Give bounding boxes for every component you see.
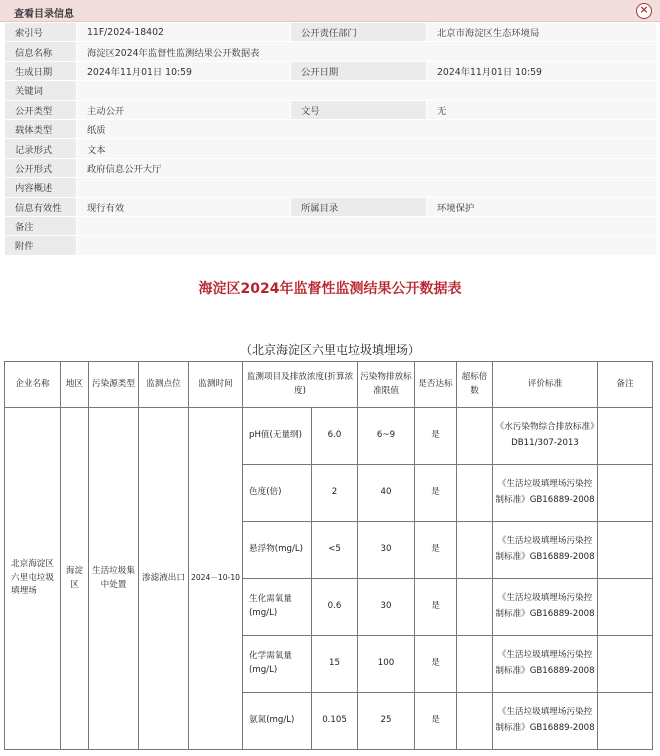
info-row <box>5 139 657 158</box>
monitor-value: <5 <box>312 522 358 579</box>
info-value: 环境保护 <box>427 197 657 216</box>
header-source-type: 污染源类型 <box>89 362 139 408</box>
info-value <box>77 216 657 235</box>
compliant-flag: 是 <box>415 693 457 750</box>
monitoring-time: 2024－10-10 <box>189 408 243 750</box>
header-point: 监测点位 <box>139 362 189 408</box>
info-row <box>5 197 657 216</box>
info-key: 索引号 <box>5 23 77 42</box>
monitor-item: 氨氮(mg/L) <box>243 693 312 750</box>
monitoring-point: 渗滤液出口 <box>139 408 189 750</box>
info-row <box>5 178 657 197</box>
row-note <box>598 693 653 750</box>
row-note <box>598 465 653 522</box>
info-value <box>77 81 657 100</box>
header-time: 监测时间 <box>189 362 243 408</box>
info-key: 附件 <box>5 236 77 255</box>
info-value <box>77 236 657 255</box>
evaluation-standard: 《水污染物综合排放标准》DB11/307-2013 <box>493 408 598 465</box>
limit-value: 25 <box>358 693 415 750</box>
monitor-value: 0.105 <box>312 693 358 750</box>
info-key: 内容概述 <box>5 178 77 197</box>
monitor-value: 6.0 <box>312 408 358 465</box>
info-row <box>5 158 657 177</box>
limit-value: 30 <box>358 522 415 579</box>
info-key: 公开责任部门 <box>291 23 427 42</box>
info-value: 政府信息公开大厅 <box>77 158 657 177</box>
exceed-multiple <box>457 693 493 750</box>
info-value: 主动公开 <box>77 100 291 119</box>
info-row <box>5 216 657 235</box>
header-standard: 评价标准 <box>493 362 598 408</box>
monitor-item: 化学需氧量(mg/L) <box>243 636 312 693</box>
info-value: 海淀区2024年监督性监测结果公开数据表 <box>77 42 657 61</box>
limit-value: 40 <box>358 465 415 522</box>
info-key: 信息有效性 <box>5 197 77 216</box>
row-note <box>598 636 653 693</box>
info-key: 所属目录 <box>291 197 427 216</box>
info-row <box>5 61 657 80</box>
monitor-item: 生化需氧量(mg/L) <box>243 579 312 636</box>
monitor-value: 2 <box>312 465 358 522</box>
compliant-flag: 是 <box>415 465 457 522</box>
info-value: 2024年11月01日 10:59 <box>427 61 657 80</box>
info-value: 文本 <box>77 139 657 158</box>
exceed-multiple <box>457 579 493 636</box>
exceed-multiple <box>457 465 493 522</box>
catalog-info-table <box>4 22 657 256</box>
info-key: 公开形式 <box>5 158 77 177</box>
info-row <box>5 100 657 119</box>
info-key: 公开日期 <box>291 61 427 80</box>
info-value: 2024年11月01日 10:59 <box>77 61 291 80</box>
info-row <box>5 236 657 255</box>
company-name: 北京海淀区六里屯垃圾填埋场 <box>5 408 61 750</box>
header-limit: 污染物排放标准限值 <box>358 362 415 408</box>
table-row <box>5 408 653 465</box>
info-key: 生成日期 <box>5 61 77 80</box>
evaluation-standard: 《生活垃圾填埋场污染控制标准》GB16889-2008 <box>493 522 598 579</box>
info-value: 北京市海淀区生态环境局 <box>427 23 657 42</box>
info-key: 备注 <box>5 216 77 235</box>
evaluation-standard: 《生活垃圾填埋场污染控制标准》GB16889-2008 <box>493 579 598 636</box>
info-key: 信息名称 <box>5 42 77 61</box>
info-value <box>77 178 657 197</box>
header-note: 备注 <box>598 362 653 408</box>
info-value: 11F/2024-18402 <box>77 23 291 42</box>
info-value: 纸质 <box>77 119 657 138</box>
header-compliant: 是否达标 <box>415 362 457 408</box>
monitor-value: 0.6 <box>312 579 358 636</box>
exceed-multiple <box>457 636 493 693</box>
monitor-item: 色度(倍) <box>243 465 312 522</box>
info-key: 关键词 <box>5 81 77 100</box>
dialog-header <box>0 0 660 22</box>
info-value: 无 <box>427 100 657 119</box>
info-row <box>5 119 657 138</box>
header-item: 监测项目及排放浓度(折算浓度) <box>243 362 358 408</box>
info-row <box>5 42 657 61</box>
close-icon[interactable]: × <box>636 3 652 19</box>
info-key: 公开类型 <box>5 100 77 119</box>
compliant-flag: 是 <box>415 579 457 636</box>
limit-value: 100 <box>358 636 415 693</box>
row-note <box>598 408 653 465</box>
document-title: 海淀区2024年监督性监测结果公开数据表 <box>198 281 462 297</box>
compliant-flag: 是 <box>415 522 457 579</box>
exceed-multiple <box>457 522 493 579</box>
compliant-flag: 是 <box>415 408 457 465</box>
row-note <box>598 579 653 636</box>
dialog-title: 查看目录信息 <box>14 9 74 20</box>
evaluation-standard: 《生活垃圾填埋场污染控制标准》GB16889-2008 <box>493 636 598 693</box>
info-row <box>5 23 657 42</box>
limit-value: 6~9 <box>358 408 415 465</box>
limit-value: 30 <box>358 579 415 636</box>
monitor-item: pH值(无量纲) <box>243 408 312 465</box>
source-type: 生活垃圾集中处置 <box>89 408 139 750</box>
evaluation-standard: 《生活垃圾填埋场污染控制标准》GB16889-2008 <box>493 465 598 522</box>
header-district: 地区 <box>61 362 89 408</box>
info-key: 载体类型 <box>5 119 77 138</box>
info-value: 现行有效 <box>77 197 291 216</box>
info-key: 文号 <box>291 100 427 119</box>
monitor-value: 15 <box>312 636 358 693</box>
document-subtitle: （北京海淀区六里屯垃圾填埋场） <box>239 343 420 357</box>
monitoring-data-table <box>4 361 653 750</box>
exceed-multiple <box>457 408 493 465</box>
compliant-flag: 是 <box>415 636 457 693</box>
monitor-item: 悬浮物(mg/L) <box>243 522 312 579</box>
header-company: 企业名称 <box>5 362 61 408</box>
row-note <box>598 522 653 579</box>
info-key: 记录形式 <box>5 139 77 158</box>
header-multiple: 超标倍数 <box>457 362 493 408</box>
evaluation-standard: 《生活垃圾填埋场污染控制标准》GB16889-2008 <box>493 693 598 750</box>
district: 海淀区 <box>61 408 89 750</box>
info-row <box>5 81 657 100</box>
